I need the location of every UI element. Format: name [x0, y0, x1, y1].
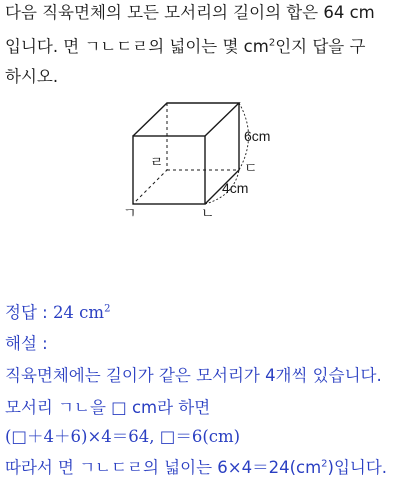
- explanation-line-2: [5, 397, 210, 419]
- explanation-line-4: [5, 457, 387, 479]
- explanation-label: 해설 :: [5, 334, 48, 353]
- vertex-n-label: ㄴ: [201, 205, 215, 221]
- explanation-text-4a: 따라서 면 ㄱㄴㄷㄹ의 넓이는 6×4＝24(cm: [5, 458, 322, 477]
- explanation-text-1: 직육면체에는 길이가 같은 모서리가 4개씩 있습니다.: [5, 366, 382, 385]
- cuboid-top-face: [133, 103, 239, 136]
- answer-unit-exponent: 2: [104, 303, 111, 315]
- vertex-r-label: ㄹ: [150, 154, 164, 170]
- vertex-g-label: ㄱ: [123, 205, 137, 221]
- depth-label: 4cm: [222, 180, 249, 196]
- problem-text-3: 하시오.: [5, 67, 59, 86]
- explanation-text-2: 모서리 ㄱㄴ을 □ cm라 하면: [5, 398, 211, 417]
- answer-value: 24 cm: [52, 303, 105, 322]
- problem-unit-exponent: 2: [268, 37, 276, 49]
- problem-text-1: 다음 직육면체의 모든 모서리의 길이의 합은 64 cm: [5, 3, 375, 22]
- explanation-unit-exponent: 2: [321, 458, 328, 470]
- explanation-line-1: [5, 365, 382, 387]
- answer-label: 정답 :: [5, 303, 48, 322]
- height-label: 6cm: [244, 128, 271, 144]
- explanation-text-4b: )입니다.: [327, 458, 388, 477]
- explanation-label-line: [5, 333, 48, 355]
- problem-text-2b: 인지 답을 구: [275, 37, 366, 56]
- problem-text-2a: 입니다. 면 ㄱㄴㄷㄹ의 넓이는 몇 cm: [5, 37, 269, 56]
- answer-line: [5, 302, 110, 324]
- vertex-d-label: ㄷ: [244, 160, 258, 176]
- explanation-line-3: [5, 426, 240, 448]
- explanation-equation: (□＋4＋6)×4＝64, □＝6(cm): [5, 427, 241, 446]
